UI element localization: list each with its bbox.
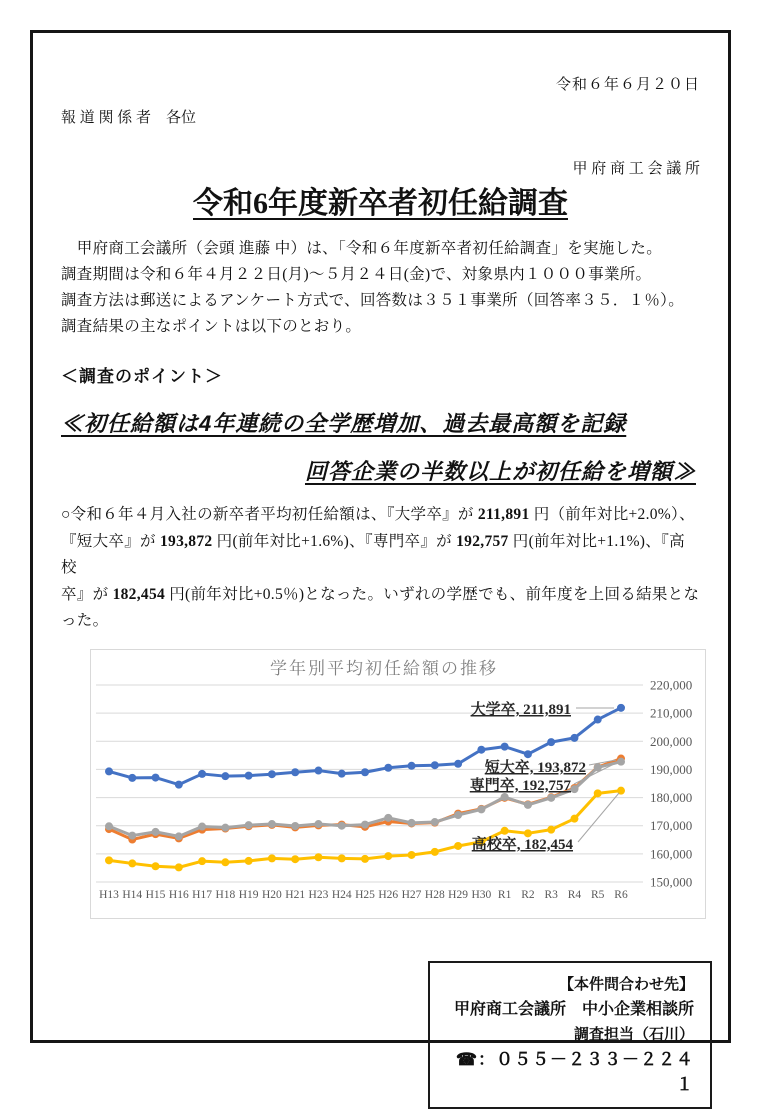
chart-svg (91, 650, 705, 918)
data-point (384, 813, 392, 821)
intro-paragraph (61, 236, 700, 340)
data-point (454, 759, 462, 767)
y-axis-tick-label: 190,000 (650, 761, 693, 777)
x-axis-tick-label: R6 (614, 888, 628, 901)
text-line: 調査結果の主なポイントは以下のとおり。 (61, 318, 362, 335)
data-point (570, 814, 578, 822)
data-point (198, 857, 206, 865)
headline-line-2: 回答企業の半数以上が初任給を増額≫ (304, 459, 696, 484)
data-point (617, 703, 625, 711)
recipient-line: 報 道 関 係 者 各位 (61, 110, 197, 126)
text-segment: 円(前年対比+0.5％)となった。いずれの学歴でも、前年度を上回る結果とな (165, 585, 700, 603)
data-point (338, 821, 346, 829)
data-point (524, 750, 532, 758)
chart-title: 学年別平均初任給額の推移 (270, 658, 498, 678)
text-line (61, 502, 700, 529)
series-data-label: 大学卒, 211,891 (470, 701, 571, 718)
data-point (105, 767, 113, 775)
salary-trend-chart (90, 649, 706, 919)
text-segment: 円（前年対比+2.0%）、 (529, 506, 695, 523)
data-point (547, 738, 555, 746)
y-axis-tick-label: 170,000 (650, 817, 693, 833)
y-axis-tick-label: 150,000 (650, 874, 693, 889)
data-point (477, 805, 485, 813)
data-point (268, 854, 276, 862)
data-point (198, 769, 206, 777)
x-axis-tick-label: H21 (285, 888, 306, 901)
data-point (408, 761, 416, 769)
data-point (221, 823, 229, 831)
document-title: 令和6年度新卒者初任給調査 (193, 187, 568, 220)
data-point (431, 847, 439, 855)
y-axis-tick-label: 200,000 (650, 733, 693, 749)
x-axis-tick-label: H30 (471, 888, 492, 901)
data-point (617, 757, 625, 765)
data-point (361, 820, 369, 828)
data-point (175, 780, 183, 788)
data-point (314, 853, 322, 861)
data-point (477, 745, 485, 753)
x-axis-tick-label: H14 (122, 888, 143, 901)
data-point (384, 852, 392, 860)
data-point (245, 856, 253, 864)
data-point (105, 822, 113, 830)
data-point (501, 742, 509, 750)
text-segment: 『短大卒』が (61, 532, 160, 550)
highlighted-value: 192,757 (456, 532, 509, 550)
text-line (61, 582, 700, 609)
annotation-leader-line (578, 793, 619, 842)
data-point (245, 821, 253, 829)
data-point (431, 761, 439, 769)
data-point (314, 766, 322, 774)
text-segment: った。 (61, 612, 109, 629)
data-point (175, 832, 183, 840)
data-point (431, 818, 439, 826)
data-point (501, 793, 509, 801)
data-point (245, 771, 253, 779)
data-point (198, 822, 206, 830)
data-point (221, 772, 229, 780)
y-axis-tick-label: 160,000 (650, 845, 693, 861)
data-point (408, 850, 416, 858)
text-line: 調査期間は令和６年４月２２日(月)～５月２４日(金)で、対象県内１０００事業所。 (61, 266, 652, 283)
x-axis-tick-label: H25 (355, 888, 375, 901)
text-segment: 円(前年対比+1.6%)、『専門卒』が (212, 532, 457, 550)
highlighted-value: 193,872 (159, 532, 213, 550)
issuing-organization: 甲 府 商 工 会 議 所 (572, 161, 700, 177)
data-point (291, 821, 299, 829)
highlighted-value: 182,454 (112, 585, 166, 603)
data-point (128, 859, 136, 867)
headline-line-1: ≪初任給額は4年連続の全学歴増加、過去最高額を記録 (61, 411, 627, 436)
x-axis-tick-label: H28 (424, 888, 445, 901)
data-point (594, 715, 602, 723)
x-axis-tick-label: H15 (145, 888, 166, 901)
x-axis-tick-label: H24 (331, 888, 352, 901)
data-point (314, 820, 322, 828)
x-axis-tick-label: H18 (215, 888, 236, 901)
series-data-label: 専門卒, 192,757 (469, 777, 571, 794)
data-point (570, 785, 578, 793)
data-point (221, 858, 229, 866)
data-point (570, 733, 578, 741)
contact-person: 調査担当（石川） (573, 1025, 694, 1043)
data-point (384, 763, 392, 771)
text-line (61, 529, 700, 582)
data-point (175, 863, 183, 871)
data-point (361, 768, 369, 776)
x-axis-tick-label: H19 (238, 888, 259, 901)
contact-phone (446, 1047, 694, 1097)
data-point (454, 841, 462, 849)
data-point (128, 773, 136, 781)
series-data-label: 高校卒, 182,454 (471, 836, 573, 853)
data-point (268, 820, 276, 828)
x-axis-tick-label: H13 (99, 888, 119, 901)
data-point (291, 855, 299, 863)
data-point (361, 854, 369, 862)
y-axis-tick-label: 210,000 (650, 705, 693, 721)
data-point (291, 768, 299, 776)
data-point (152, 773, 160, 781)
x-axis-tick-label: H16 (168, 888, 189, 901)
text-segment: ○令和６年４月入社の新卒者平均初任給額は、『大学卒』が (61, 506, 478, 523)
x-axis-tick-label: R4 (567, 888, 582, 901)
page-content (33, 73, 728, 1109)
data-point (454, 811, 462, 819)
phone-icon: ☎ (455, 1049, 478, 1069)
highlighted-value: 211,891 (477, 506, 530, 523)
document-date: 令和６年６月２０日 (555, 77, 700, 93)
survey-points-heading: ＜調査のポイント＞ (61, 367, 223, 386)
x-axis-tick-label: R2 (521, 888, 535, 901)
data-point (524, 800, 532, 808)
data-point (152, 862, 160, 870)
x-axis-tick-label: H17 (192, 888, 212, 901)
data-point (128, 831, 136, 839)
phone-number: ：０５５－２３３－２２４１ (478, 1049, 694, 1094)
contact-organization: 甲府商工会議所 中小企業相談所 (453, 1000, 694, 1018)
data-point (268, 770, 276, 778)
text-line (61, 608, 700, 635)
text-segment: 円(前年対比+1.1%)、『高校 (61, 532, 685, 576)
data-point (338, 854, 346, 862)
data-point (152, 827, 160, 835)
x-axis-tick-label: H29 (448, 888, 468, 901)
x-axis-tick-label: H23 (308, 888, 329, 901)
data-point (408, 818, 416, 826)
data-point (501, 826, 509, 834)
text-line: 調査方法は郵送によるアンケート方式で、回答数は３５１事業所（回答率３５．１％）。 (61, 292, 685, 309)
data-point (594, 789, 602, 797)
x-axis-tick-label: R1 (497, 888, 512, 901)
data-point (547, 825, 555, 833)
results-paragraph (61, 502, 700, 635)
contact-box (428, 961, 712, 1109)
x-axis-tick-label: H26 (378, 888, 399, 901)
data-point (105, 856, 113, 864)
data-point (338, 769, 346, 777)
text-segment: 卒』が (61, 585, 113, 603)
series-data-label: 短大卒, 193,872 (484, 759, 586, 776)
x-axis-tick-label: H20 (262, 888, 282, 901)
x-axis-tick-label: R3 (544, 888, 558, 901)
contact-heading: 【本件問合わせ先】 (558, 975, 694, 993)
text-line: 甲府商工会議所（会頭 進藤 中）は、「令和６年度新卒者初任給調査」を実施した。 (61, 240, 663, 257)
x-axis-tick-label: R5 (591, 888, 605, 901)
page-frame (30, 30, 731, 1094)
y-axis-tick-label: 180,000 (650, 789, 693, 805)
data-point (547, 793, 555, 801)
y-axis-tick-label: 220,000 (650, 677, 693, 692)
x-axis-tick-label: H27 (401, 888, 422, 901)
